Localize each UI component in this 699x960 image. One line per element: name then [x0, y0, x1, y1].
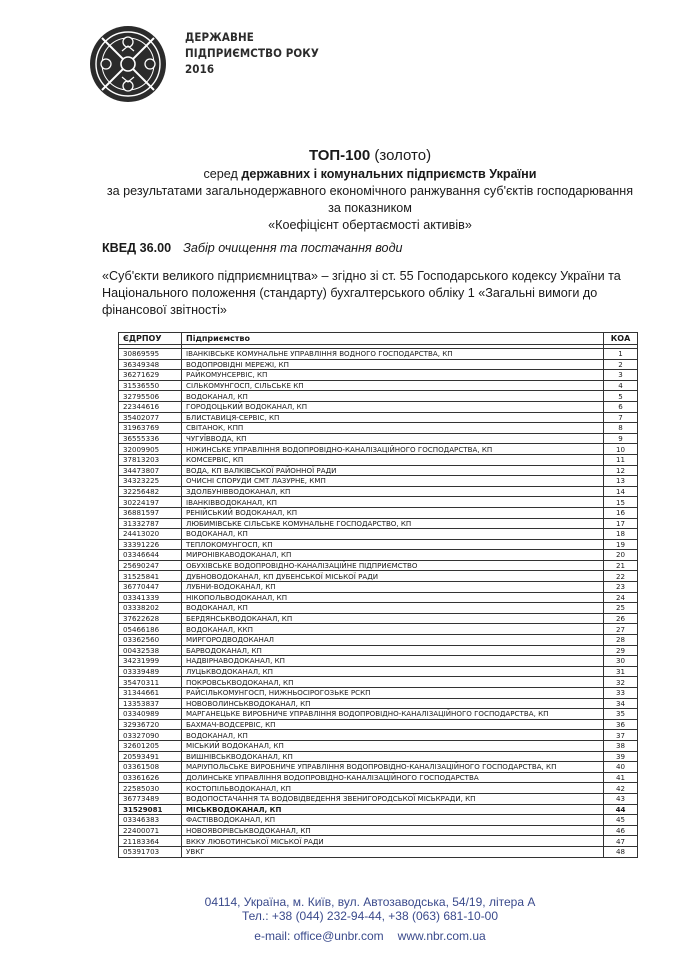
table-row [119, 370, 638, 381]
table-row [119, 666, 638, 677]
cell-koa: 23 [604, 582, 638, 593]
table-row [119, 380, 638, 391]
page-title [80, 146, 660, 166]
cell-edrpou: 31525841 [119, 571, 182, 582]
cell-enterprise: МИРОНІВКАВОДОКАНАЛ, КП [182, 550, 604, 561]
cell-koa: 45 [604, 815, 638, 826]
table-body [119, 345, 638, 858]
table-row [119, 391, 638, 402]
cell-enterprise: УВКГ [182, 846, 604, 857]
logo-line-3: 2016 [185, 62, 215, 76]
cell-koa: 1 [604, 349, 638, 360]
table-row [119, 518, 638, 529]
subtitle-prefix: серед [203, 167, 242, 181]
table-row [119, 444, 638, 455]
cell-enterprise: ВОДОПОСТАЧАННЯ ТА ВОДОВІДВЕДЕННЯ ЗВЕНИГОРОДСЬКОЇ МІСЬКРАДИ, КП [182, 793, 604, 804]
award-emblem-icon [88, 24, 168, 104]
table-row [119, 793, 638, 804]
cell-koa: 21 [604, 560, 638, 571]
cell-enterprise: ВОДОКАНАЛ, КП [182, 603, 604, 614]
cell-enterprise: МАРГАНЕЦЬКЕ ВИРОБНИЧЕ УПРАВЛІННЯ ВОДОПРОВІДНО-КАНАЛІЗАЦІЙНОГО ГОСПОДАРСТВА, КП [182, 709, 604, 720]
cell-enterprise: ВОДОКАНАЛ, ККП [182, 624, 604, 635]
cell-koa: 19 [604, 539, 638, 550]
footer-address: 04114, Україна, м. Київ, вул. Автозаводська, 54/19, літера А [204, 895, 536, 909]
subtitle-line-1 [80, 166, 660, 183]
cell-enterprise: ДУБНОВОДОКАНАЛ, КП ДУБЕНСЬКОЇ МІСЬКОЇ РАДИ [182, 571, 604, 582]
cell-enterprise: БЕРДЯНСЬКВОДОКАНАЛ, КП [182, 613, 604, 624]
cell-enterprise: ВОДА, КП ВАЛКІВСЬКОЇ РАЙОННОЇ РАДИ [182, 465, 604, 476]
cell-edrpou: 32795506 [119, 391, 182, 402]
kved-description: Забір очищення та постачання води [183, 241, 403, 255]
cell-enterprise: ЛУЦЬКВОДОКАНАЛ, КП [182, 666, 604, 677]
cell-edrpou: 00432538 [119, 645, 182, 656]
cell-edrpou: 31332787 [119, 518, 182, 529]
cell-edrpou: 36881597 [119, 507, 182, 518]
cell-enterprise: МІСЬКИЙ ВОДОКАНАЛ, КП [182, 740, 604, 751]
table-row [119, 772, 638, 783]
cell-edrpou: 03340989 [119, 709, 182, 720]
table-row [119, 560, 638, 571]
cell-edrpou: 34473807 [119, 465, 182, 476]
cell-edrpou: 34323225 [119, 476, 182, 487]
cell-enterprise: БАХМАЧ-ВОДСЕРВІС, КП [182, 719, 604, 730]
table-row [119, 846, 638, 857]
table-row [119, 624, 638, 635]
cell-edrpou: 36555336 [119, 433, 182, 444]
table-row [119, 571, 638, 582]
cell-enterprise: НОВОЯВОРІВСЬКВОДОКАНАЛ, КП [182, 825, 604, 836]
cell-koa: 46 [604, 825, 638, 836]
cell-edrpou: 22344616 [119, 401, 182, 412]
cell-koa: 26 [604, 613, 638, 624]
subtitle-line-2: за результатами загальнодержавного економічного ранжування суб'єктів господарювання [106, 184, 634, 198]
cell-koa: 10 [604, 444, 638, 455]
table-row [119, 635, 638, 646]
cell-edrpou: 03327090 [119, 730, 182, 741]
cell-edrpou: 36349348 [119, 359, 182, 370]
cell-enterprise: МІСЬКВОДОКАНАЛ, КП [182, 804, 604, 815]
cell-enterprise: ПОКРОВСЬКВОДОКАНАЛ, КП [182, 677, 604, 688]
cell-enterprise: РАЙКОМУНСЕРВІС, КП [182, 370, 604, 381]
cell-enterprise: ВОДОКАНАЛ, КП [182, 730, 604, 741]
cell-enterprise: ТЕПЛОКОМУНГОСП, КП [182, 539, 604, 550]
kved-code: КВЕД 36.00 [102, 241, 172, 255]
cell-koa: 24 [604, 592, 638, 603]
cell-enterprise: ЛЮБИМІВСЬКЕ СІЛЬСЬКЕ КОМУНАЛЬНЕ ГОСПОДАРСТВО, КП [182, 518, 604, 529]
table-row [119, 507, 638, 518]
cell-edrpou: 03346383 [119, 815, 182, 826]
cell-edrpou: 05391703 [119, 846, 182, 857]
cell-enterprise: СІЛЬКОМУНГОСП, СІЛЬСЬКЕ КП [182, 380, 604, 391]
title-block [80, 146, 660, 234]
cell-koa: 2 [604, 359, 638, 370]
table-row [119, 539, 638, 550]
cell-enterprise: ОБУХІВСЬКЕ ВОДОПРОВІДНО-КАНАЛІЗАЦІЙНЕ ПІДПРИЄМСТВО [182, 560, 604, 571]
cell-edrpou: 31344661 [119, 688, 182, 699]
cell-enterprise: НАДВІРНАВОДОКАНАЛ, КП [182, 656, 604, 667]
cell-enterprise: ВОДОКАНАЛ, КП [182, 391, 604, 402]
cell-enterprise: КОМСЕРВІС, КП [182, 454, 604, 465]
cell-koa: 31 [604, 666, 638, 677]
cell-enterprise: ВККУ ЛЮБОТИНСЬКОЇ МІСЬКОЇ РАДИ [182, 836, 604, 847]
cell-edrpou: 32256482 [119, 486, 182, 497]
table-row [119, 476, 638, 487]
logo-text [185, 29, 319, 77]
cell-edrpou: 31536550 [119, 380, 182, 391]
cell-koa: 41 [604, 772, 638, 783]
table-row [119, 401, 638, 412]
cell-koa: 16 [604, 507, 638, 518]
cell-koa: 29 [604, 645, 638, 656]
cell-edrpou: 35470311 [119, 677, 182, 688]
cell-edrpou: 22585030 [119, 783, 182, 794]
table-row [119, 582, 638, 593]
subtitle-line-4: «Коефіцієнт обертаємості активів» [268, 218, 472, 232]
cell-enterprise: ОЧИСНІ СПОРУДИ СМТ ЛАЗУРНЕ, КМП [182, 476, 604, 487]
table-row [119, 751, 638, 762]
table-row [119, 423, 638, 434]
cell-koa: 40 [604, 762, 638, 773]
cell-enterprise: ВИШНІВСЬКВОДОКАНАЛ, КП [182, 751, 604, 762]
table-row [119, 698, 638, 709]
cell-edrpou: 31529081 [119, 804, 182, 815]
cell-edrpou: 05466186 [119, 624, 182, 635]
cell-koa: 38 [604, 740, 638, 751]
cell-edrpou: 03338202 [119, 603, 182, 614]
table-row [119, 709, 638, 720]
cell-enterprise: ДОЛИНСЬКЕ УПРАВЛІННЯ ВОДОПРОВІДНО-КАНАЛІЗАЦІЙНОГО ГОСПОДАРСТВА [182, 772, 604, 783]
cell-edrpou: 03362560 [119, 635, 182, 646]
cell-edrpou: 30224197 [119, 497, 182, 508]
table-row [119, 730, 638, 741]
cell-enterprise: НІКОПОЛЬВОДОКАНАЛ, КП [182, 592, 604, 603]
cell-edrpou: 32009905 [119, 444, 182, 455]
cell-koa: 27 [604, 624, 638, 635]
table-row [119, 762, 638, 773]
cell-koa: 25 [604, 603, 638, 614]
cell-enterprise: МИРГОРОДВОДОКАНАЛ [182, 635, 604, 646]
cell-enterprise: ЧУГУЇВВОДА, КП [182, 433, 604, 444]
cell-koa: 35 [604, 709, 638, 720]
table-row [119, 815, 638, 826]
cell-koa: 37 [604, 730, 638, 741]
cell-enterprise: ВОДОПРОВІДНІ МЕРЕЖІ, КП [182, 359, 604, 370]
footer-contacts [190, 929, 550, 943]
table-row [119, 454, 638, 465]
cell-edrpou: 35402077 [119, 412, 182, 423]
cell-enterprise: ІВАНКІВСЬКЕ КОМУНАЛЬНЕ УПРАВЛІННЯ ВОДНОГО ГОСПОДАРСТВА, КП [182, 349, 604, 360]
table-row [119, 433, 638, 444]
table-row [119, 677, 638, 688]
cell-edrpou: 34231999 [119, 656, 182, 667]
footer-phones: Тел.: +38 (044) 232-94-44, +38 (063) 681-10-00 [241, 909, 499, 923]
cell-koa: 7 [604, 412, 638, 423]
subtitle-line-3: за показником [328, 201, 412, 215]
header-edrpou: ЄДРПОУ [119, 333, 182, 345]
cell-koa: 33 [604, 688, 638, 699]
table-row [119, 783, 638, 794]
cell-koa: 8 [604, 423, 638, 434]
table-row [119, 645, 638, 656]
cell-koa: 22 [604, 571, 638, 582]
cell-enterprise: ГОРОДОЦЬКИЙ ВОДОКАНАЛ, КП [182, 401, 604, 412]
header-enterprise: Підприємство [182, 333, 604, 345]
table-row [119, 529, 638, 540]
cell-edrpou: 33391226 [119, 539, 182, 550]
cell-edrpou: 32601205 [119, 740, 182, 751]
cell-edrpou: 03361626 [119, 772, 182, 783]
cell-koa: 4 [604, 380, 638, 391]
table-row [119, 465, 638, 476]
table-row [119, 592, 638, 603]
cell-koa: 32 [604, 677, 638, 688]
cell-edrpou: 21183364 [119, 836, 182, 847]
cell-koa: 20 [604, 550, 638, 561]
kved-line [102, 241, 403, 255]
title-main: ТОП-100 [308, 147, 371, 164]
cell-edrpou: 30869595 [119, 349, 182, 360]
cell-enterprise: ЛУБНИ-ВОДОКАНАЛ, КП [182, 582, 604, 593]
cell-enterprise: БАРВОДОКАНАЛ, КП [182, 645, 604, 656]
table-row [119, 550, 638, 561]
table-row [119, 603, 638, 614]
cell-enterprise: ЗДОЛБУНІВВОДОКАНАЛ, КП [182, 486, 604, 497]
cell-enterprise: НІЖИНСЬКЕ УПРАВЛІННЯ ВОДОПРОВІДНО-КАНАЛІЗАЦІЙНОГО ГОСПОДАРСТВА, КП [182, 444, 604, 455]
table-row [119, 825, 638, 836]
cell-enterprise: МАРІУПОЛЬСЬКЕ ВИРОБНИЧЕ УПРАВЛІННЯ ВОДОПРОВІДНО-КАНАЛІЗАЦІЙНОГО ГОСПОДАРСТВА, КП [182, 762, 604, 773]
cell-koa: 17 [604, 518, 638, 529]
subtitle-bold: державних і комунальних підприємств України [241, 167, 537, 181]
cell-koa: 12 [604, 465, 638, 476]
footer-email: e-mail: office@unbr.com [254, 929, 384, 943]
cell-koa: 15 [604, 497, 638, 508]
cell-edrpou: 36773489 [119, 793, 182, 804]
cell-edrpou: 32936720 [119, 719, 182, 730]
cell-enterprise: КОСТОПІЛЬВОДОКАНАЛ, КП [182, 783, 604, 794]
cell-koa: 28 [604, 635, 638, 646]
cell-koa: 48 [604, 846, 638, 857]
cell-koa: 39 [604, 751, 638, 762]
logo-line-2: ПІДПРИЄМСТВО РОКУ [185, 46, 319, 60]
cell-enterprise: РАЙСІЛЬКОМУНГОСП, НИЖНЬОСІРОГОЗЬКЕ РСКП [182, 688, 604, 699]
cell-edrpou: 13353837 [119, 698, 182, 709]
cell-edrpou: 20593491 [119, 751, 182, 762]
table-row [119, 359, 638, 370]
cell-edrpou: 25690247 [119, 560, 182, 571]
cell-koa: 44 [604, 804, 638, 815]
cell-edrpou: 03339489 [119, 666, 182, 677]
footer [190, 895, 550, 943]
cell-edrpou: 36770447 [119, 582, 182, 593]
cell-edrpou: 03361508 [119, 762, 182, 773]
table-row [119, 497, 638, 508]
cell-koa: 13 [604, 476, 638, 487]
table-row [119, 412, 638, 423]
cell-enterprise: ФАСТІВВОДОКАНАЛ, КП [182, 815, 604, 826]
cell-enterprise: СВІТАНОК, КПП [182, 423, 604, 434]
cell-koa: 42 [604, 783, 638, 794]
cell-koa: 36 [604, 719, 638, 730]
cell-koa: 5 [604, 391, 638, 402]
footer-site: www.nbr.com.ua [397, 929, 486, 943]
cell-enterprise: БЛИСТАВИЦЯ-СЕРВІС, КП [182, 412, 604, 423]
cell-edrpou: 37813203 [119, 454, 182, 465]
cell-edrpou: 36271629 [119, 370, 182, 381]
cell-koa: 34 [604, 698, 638, 709]
cell-enterprise: РЕНІЙСЬКИЙ ВОДОКАНАЛ, КП [182, 507, 604, 518]
title-sub: (золото) [370, 147, 432, 164]
ranking-table [118, 332, 638, 858]
table-row [119, 486, 638, 497]
category-description: «Суб'єкти великого підприємництва» – згідно зі ст. 55 Господарського кодексу України та Національного положення (стандарту) бухгалтерського обліку 1 «Загальні вимоги до фінансової звітності» [102, 269, 621, 317]
table-row [119, 656, 638, 667]
cell-koa: 6 [604, 401, 638, 412]
cell-koa: 43 [604, 793, 638, 804]
cell-enterprise: ВОДОКАНАЛ, КП [182, 529, 604, 540]
cell-koa: 14 [604, 486, 638, 497]
cell-koa: 9 [604, 433, 638, 444]
cell-koa: 3 [604, 370, 638, 381]
table-row [119, 740, 638, 751]
table-row [119, 688, 638, 699]
cell-edrpou: 37622628 [119, 613, 182, 624]
table-row [119, 613, 638, 624]
logo-line-1: ДЕРЖАВНЕ [185, 30, 254, 44]
cell-edrpou: 03341339 [119, 592, 182, 603]
cell-koa: 11 [604, 454, 638, 465]
table-row [119, 349, 638, 360]
cell-enterprise: ІВАНКІВВОДОКАНАЛ, КП [182, 497, 604, 508]
cell-koa: 30 [604, 656, 638, 667]
cell-enterprise: НОВОВОЛИНСЬКВОДОКАНАЛ, КП [182, 698, 604, 709]
table-row [119, 836, 638, 847]
header-koa: КОА [604, 333, 638, 345]
cell-edrpou: 24413020 [119, 529, 182, 540]
table-header-row [119, 333, 638, 345]
table-row [119, 804, 638, 815]
cell-edrpou: 31963769 [119, 423, 182, 434]
cell-koa: 47 [604, 836, 638, 847]
cell-edrpou: 22400071 [119, 825, 182, 836]
cell-koa: 18 [604, 529, 638, 540]
table-row [119, 719, 638, 730]
cell-edrpou: 03346644 [119, 550, 182, 561]
